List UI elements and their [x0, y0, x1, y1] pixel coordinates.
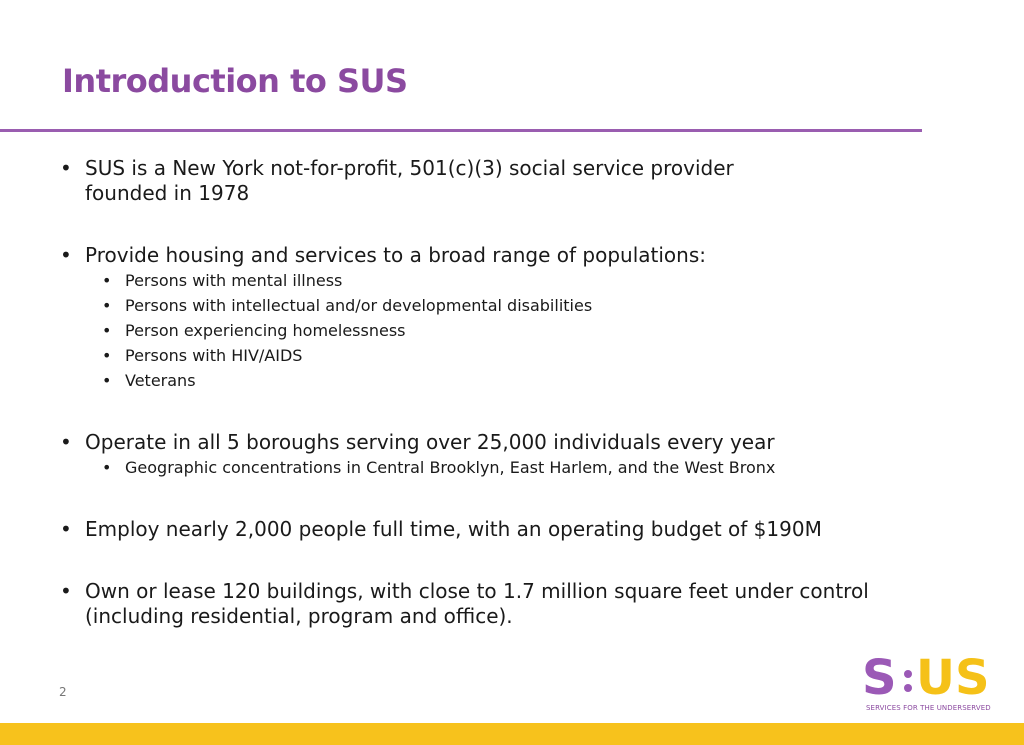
bullet-buildings — [60, 579, 930, 629]
sub-bullet-text: Person experiencing homelessness — [125, 321, 406, 340]
logo-letter-s: S — [862, 652, 897, 700]
bullet-text-line: SUS is a New York not-for-profit, 501(c)(3) social service provider — [85, 156, 734, 180]
page-number: 2 — [59, 685, 67, 699]
bullet-marker: • — [60, 517, 72, 541]
sus-logo — [862, 652, 994, 714]
bullet-marker: • — [60, 430, 72, 454]
bullet-marker: • — [60, 243, 72, 267]
bullet-group-buildings — [60, 579, 930, 629]
sub-bullet-text: Veterans — [125, 371, 196, 390]
sub-bullet-mental-illness — [60, 268, 930, 293]
bullet-founding — [60, 156, 930, 206]
bullet-group-boroughs — [60, 430, 930, 480]
sub-bullet-hiv-aids — [60, 343, 930, 368]
sus-logo-icon — [862, 652, 994, 700]
sub-bullet-text: Geographic concentrations in Central Brooklyn, East Harlem, and the West Bronx — [125, 458, 776, 477]
sub-bullet-text: Persons with intellectual and/or developmental disabilities — [125, 296, 593, 315]
title-divider — [0, 129, 922, 132]
bullet-text-line: Own or lease 120 buildings, with close to 1.7 million square feet under control — [85, 579, 869, 603]
sub-bullet-marker: • — [102, 296, 112, 315]
bullet-marker: • — [60, 156, 72, 180]
slide-title: Introduction to SUS — [62, 62, 408, 100]
bullet-boroughs — [60, 430, 930, 455]
bullet-list — [60, 156, 930, 629]
bullet-group-founding — [60, 156, 930, 206]
footer-bar — [0, 723, 1024, 745]
bullet-populations — [60, 243, 930, 268]
sub-bullet-text: Persons with HIV/AIDS — [125, 346, 303, 365]
sub-bullet-text: Persons with mental illness — [125, 271, 343, 290]
sub-bullet-marker: • — [102, 271, 112, 290]
logo-tagline: SERVICES FOR THE UNDERSERVED — [866, 704, 991, 712]
sub-bullet-veterans — [60, 368, 930, 393]
bullet-employees — [60, 517, 930, 542]
logo-dot-bottom — [904, 684, 912, 692]
bullet-text-line: founded in 1978 — [85, 181, 250, 205]
sub-bullet-homelessness — [60, 318, 930, 343]
bullet-marker: • — [60, 579, 72, 603]
logo-dot-top — [904, 670, 912, 678]
bullet-text: Provide housing and services to a broad range of populations: — [85, 243, 706, 267]
bullet-group-populations — [60, 243, 930, 393]
sub-bullet-disabilities — [60, 293, 930, 318]
sub-bullet-marker: • — [102, 458, 112, 477]
bullet-group-employees — [60, 517, 930, 542]
bullet-text: Employ nearly 2,000 people full time, with an operating budget of $190M — [85, 517, 822, 541]
logo-letters-us: US — [916, 652, 990, 700]
bullet-text: Operate in all 5 boroughs serving over 25,000 individuals every year — [85, 430, 775, 454]
sub-bullet-marker: • — [102, 371, 112, 390]
bullet-text-line: (including residential, program and office). — [85, 604, 513, 628]
sub-bullet-marker: • — [102, 346, 112, 365]
sub-bullet-marker: • — [102, 321, 112, 340]
sub-bullet-geographic — [60, 455, 930, 480]
